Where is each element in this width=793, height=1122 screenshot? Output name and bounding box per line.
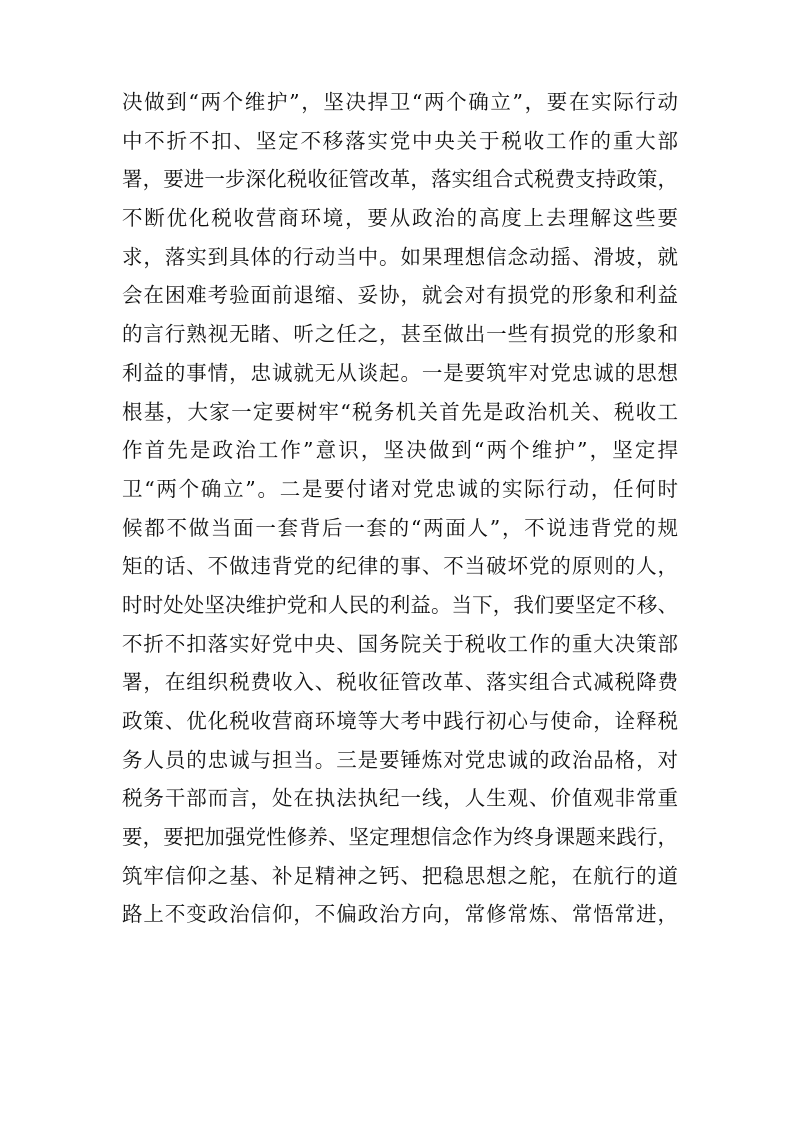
text-line: 税务干部而言，处在执法执纪一线，人生观、价值观非常重 [122,786,678,811]
text-line: 求，落实到具体的行动当中。如果理想信念动摇、滑坡，就 [122,244,678,269]
text-line: 政策、优化税收营商环境等大考中践行初心与使命，诠释税 [122,709,678,733]
text-line: 卫“两个确立”。二是要付诸对党忠诚的实际行动，任何时 [122,476,678,501]
body-paragraph [122,83,678,934]
text-line: 要，要把加强党性修养、坚定理想信念作为终身课题来践行， [122,825,678,850]
text-line: 根基，大家一定要树牢“税务机关首先是政治机关、税收工 [122,399,678,424]
text-line: 不折不扣落实好党中央、国务院关于税收工作的重大决策部 [122,631,678,656]
text-line: 署，要进一步深化税收征管改革，落实组合式税费支持政策， [122,167,678,192]
text-line: 会在困难考验面前退缩、妥协，就会对有损党的形象和利益 [122,283,678,308]
text-line: 决做到“两个维护”，坚决捍卫“两个确立”，要在实际行动 [122,90,678,114]
text-line: 候都不做当面一套背后一套的“两面人”，不说违背党的规 [122,515,678,540]
text-line: 作首先是政治工作”意识，坚决做到“两个维护”，坚定捍 [122,438,678,463]
text-line: 利益的事情，忠诚就无从谈起。一是要筑牢对党忠诚的思想 [122,360,678,385]
text-line: 务人员的忠诚与担当。三是要锤炼对党忠诚的政治品格，对 [122,747,678,772]
text-line: 署，在组织税费收入、税收征管改革、落实组合式减税降费 [122,670,678,695]
text-line: 时时处处坚决维护党和人民的利益。当下，我们要坚定不移、 [122,592,678,617]
text-line: 筑牢信仰之基、补足精神之钙、把稳思想之舵，在航行的道 [122,863,678,888]
text-line: 不断优化税收营商环境，要从政治的高度上去理解这些要 [122,206,678,231]
text-line: 路上不变政治信仰，不偏政治方向，常修常炼、常悟常进， [122,902,678,927]
text-line: 中不折不扣、坚定不移落实党中央关于税收工作的重大部 [122,128,678,153]
text-line: 矩的话、不做违背党的纪律的事、不当破坏党的原则的人， [122,554,678,579]
text-line: 的言行熟视无睹、听之任之，甚至做出一些有损党的形象和 [122,322,678,347]
